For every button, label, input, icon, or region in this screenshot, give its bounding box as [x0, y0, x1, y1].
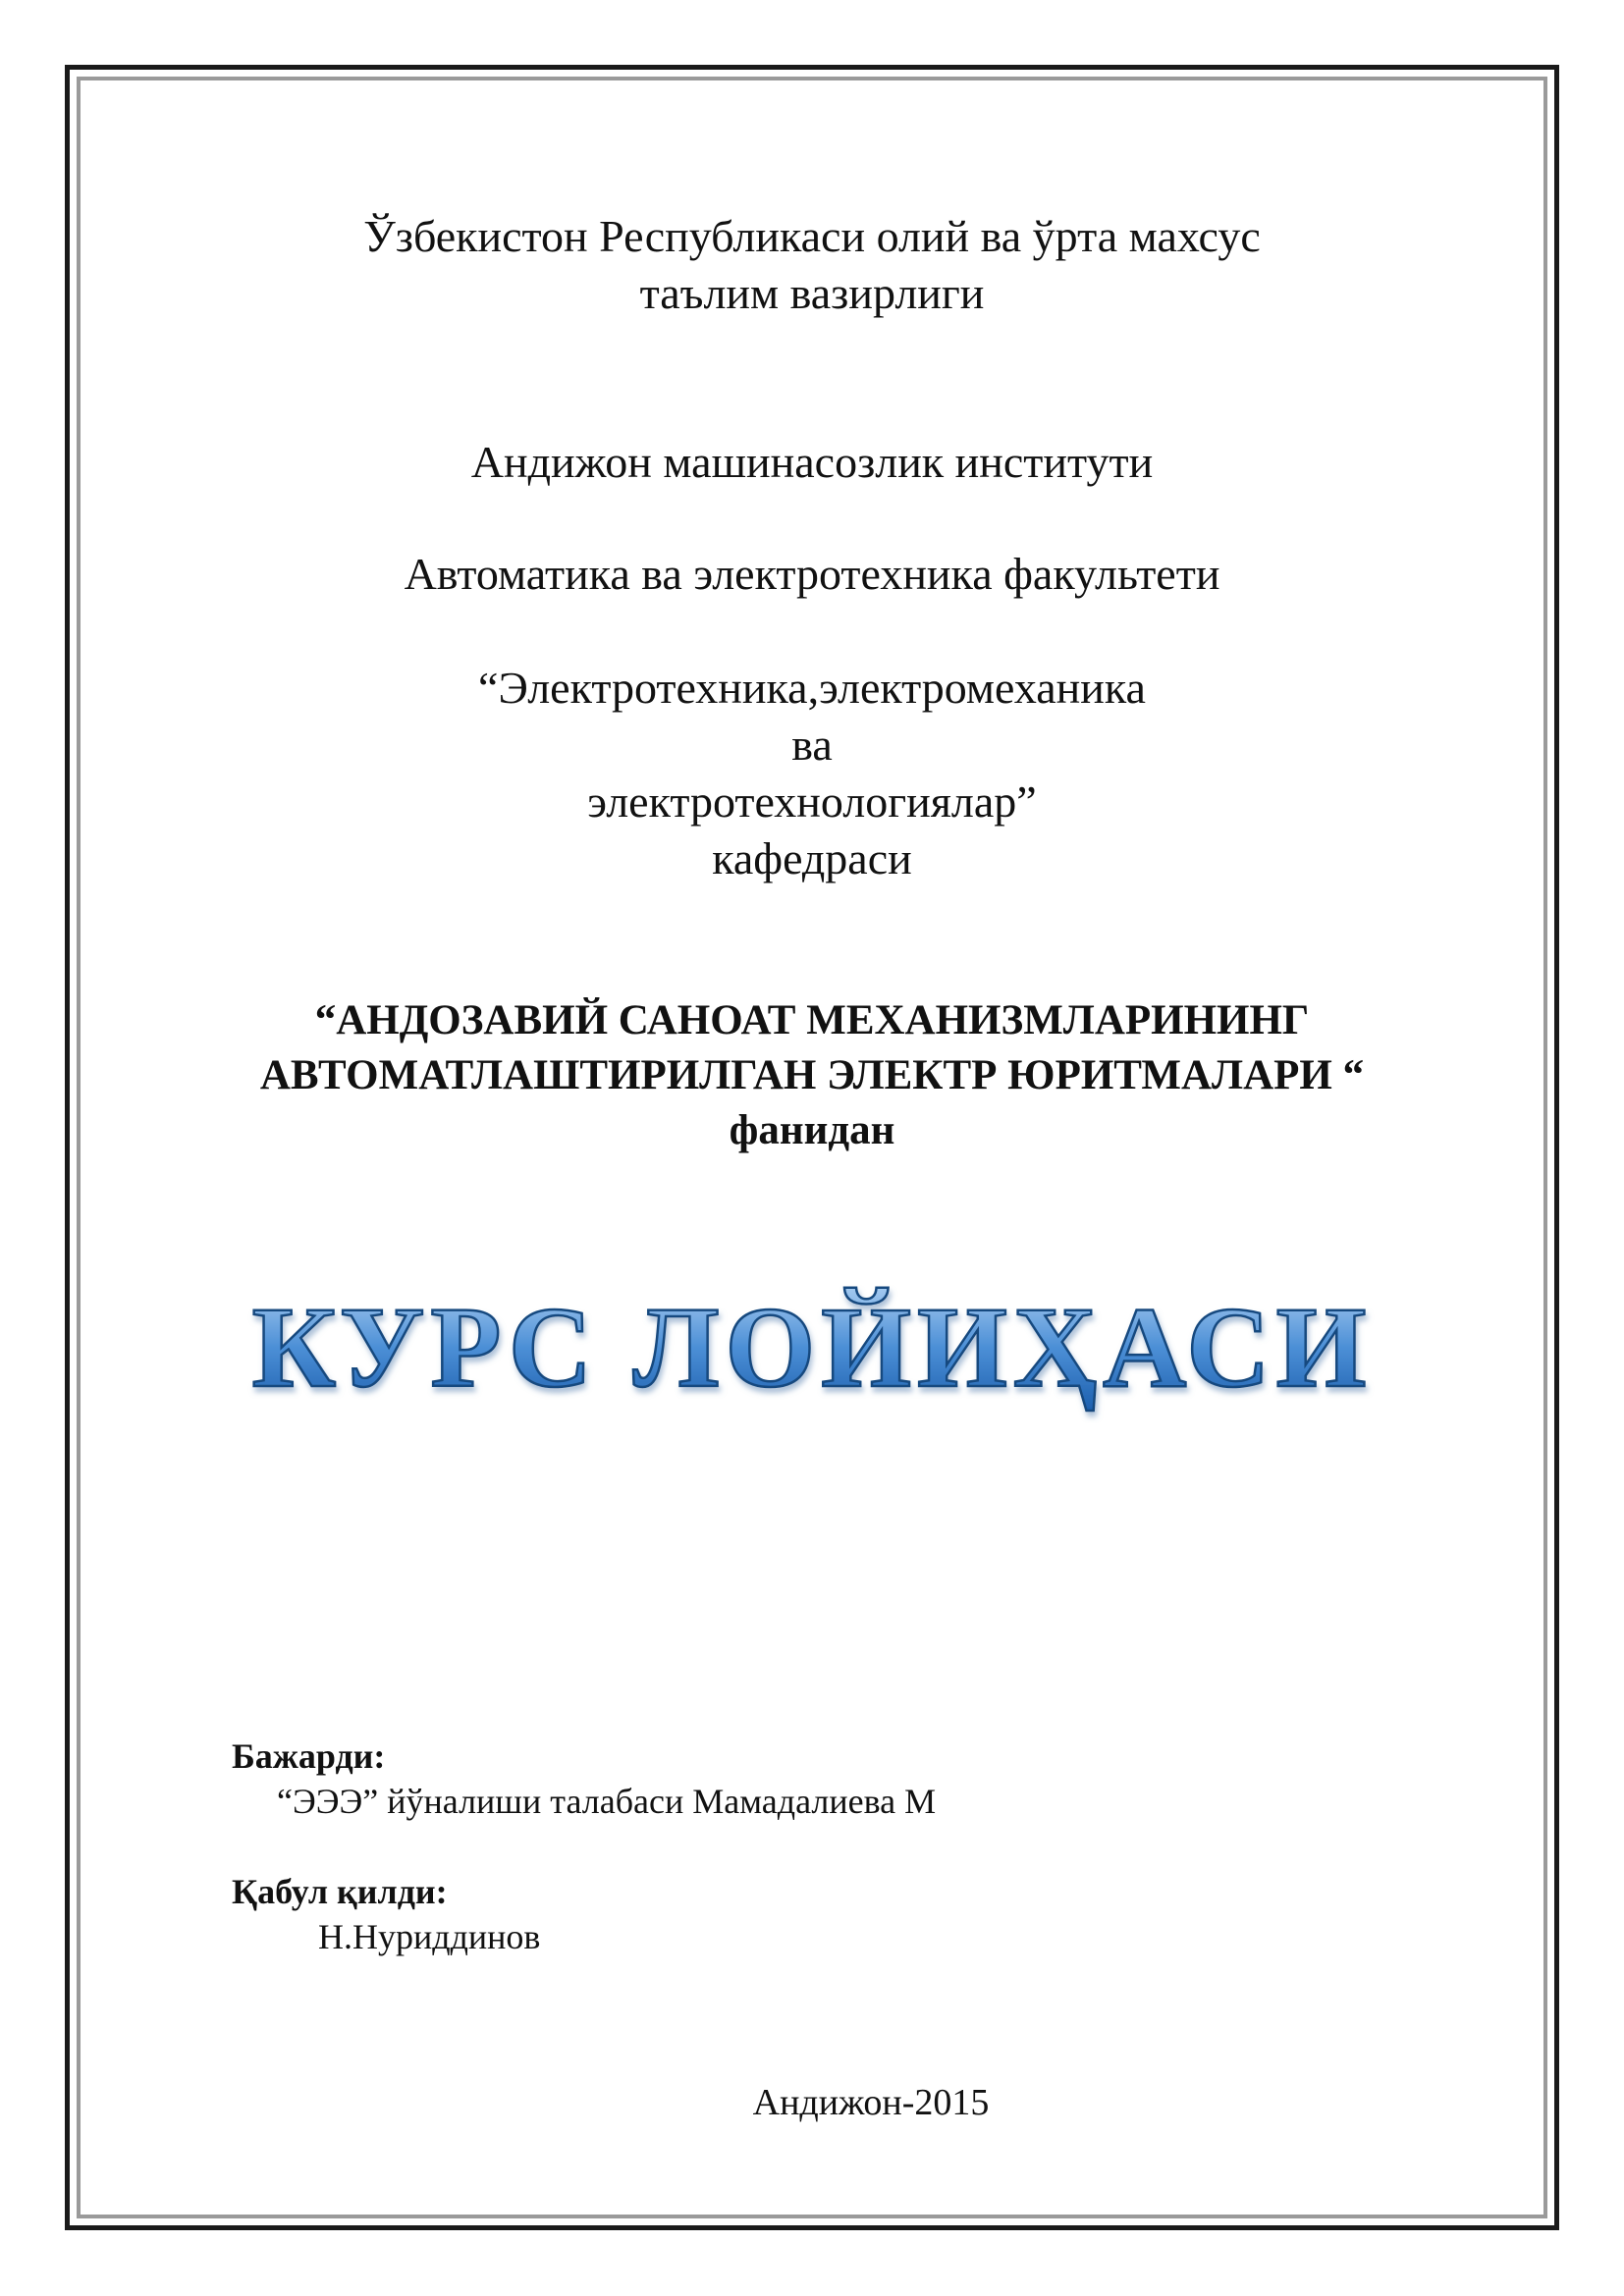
department-line-1: “Электротехника,электромеханика [478, 663, 1146, 713]
department-name [0, 660, 1624, 887]
subject-title [0, 993, 1624, 1158]
department-line-2: ва [791, 720, 833, 770]
department-line-3: электротехнологиялар” [587, 776, 1037, 827]
accepted-label: Қабул қилди: [232, 1872, 448, 1911]
city-year: Андижон-2015 [752, 2082, 990, 2123]
performed-value: “ЭЭЭ” йўналиши талабаси Мамадалиева М [277, 1782, 937, 1821]
accepted-block [232, 1869, 540, 1959]
department-line-4: кафедраси [712, 833, 912, 883]
ministry-heading [0, 208, 1624, 322]
institute-name: Андижон машинасозлик институти [470, 437, 1154, 487]
ministry-line-1: Ўзбекистон Республикаси олий ва ўрта махсус [363, 211, 1261, 261]
subject-line-2: АВТОМАТЛАШТИРИЛГАН ЭЛЕКТР ЮРИТМАЛАРИ “ [259, 1052, 1365, 1098]
ministry-line-2: таълим вазирлиги [639, 268, 985, 318]
course-project-title [0, 1276, 1624, 1423]
subject-line-3: фанидан [729, 1107, 895, 1153]
accepted-value: Н.Нуриддинов [318, 1917, 541, 1956]
subject-line-1: “АНДОЗАВИЙ САНОАТ МЕХАНИЗМЛАРИНИНГ [314, 997, 1310, 1043]
faculty-name: Автоматика ва электротехника факультети [404, 549, 1220, 599]
performed-block [232, 1734, 936, 1824]
course-project-title-text: КУРС ЛОЙИҲАСИ [251, 1283, 1373, 1412]
performed-label: Бажарди: [232, 1736, 386, 1776]
